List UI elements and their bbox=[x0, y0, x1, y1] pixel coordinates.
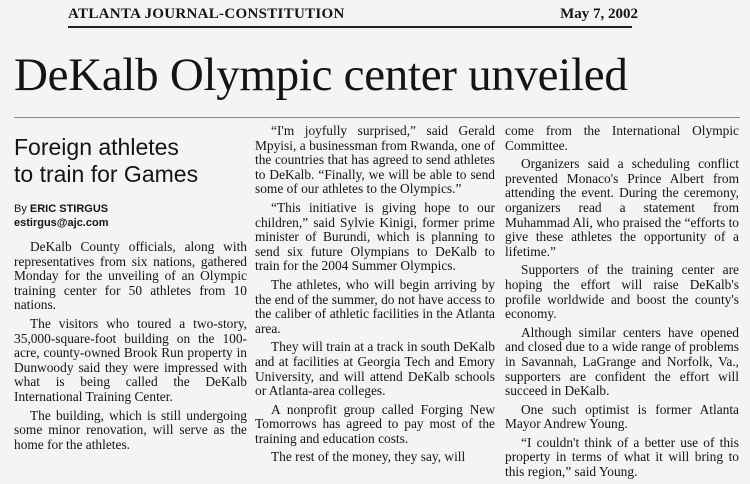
subhead-line: Foreign athletes bbox=[14, 134, 179, 160]
paragraph: Organizers said a scheduling conflict prevented Monaco's Prince Albert from attending the event. During the ceremony, organizers read a statement from Muhammad Ali, who praised the “efforts to give these athletes the opportunity of a lifetime.” bbox=[505, 156, 739, 259]
paragraph: The visitors who toured a two-story, 35,000-square-foot building on the 100-acre, county-owned Brook Run property in Dunwoody said they were impressed with what is being called the DeKalb International Training Center. bbox=[14, 315, 247, 404]
byline bbox=[14, 202, 247, 230]
paragraph: Although similar centers have opened and closed due to a wide range of problems in Savannah, LaGrange and Norfolk, Va., supporters are confident the effort will succeed in DeKalb. bbox=[505, 324, 739, 399]
paragraph: come from the International Olympic Committee. bbox=[505, 123, 739, 153]
column-2 bbox=[255, 124, 495, 469]
paragraph: One such optimist is former Atlanta Mayor Andrew Young. bbox=[505, 401, 739, 432]
masthead bbox=[68, 4, 638, 28]
publication-name: ATLANTA JOURNAL-CONSTITUTION bbox=[68, 6, 345, 22]
paragraph: “I'm joyfully surprised,” said Gerald Mpyisi, a businessman from Rwanda, one of the countries that has agreed to send athletes to DeKalb. “Finally, we will be able to send some of our athletes to the Olympics.” bbox=[255, 123, 495, 197]
subhead bbox=[14, 134, 247, 188]
paragraph: A nonprofit group called Forging New Tomorrows has agreed to pay most of the training and education costs. bbox=[255, 401, 495, 446]
byline-author: ERIC STIRGUS bbox=[29, 203, 109, 215]
paragraph: “This initiative is giving hope to our children,” said Sylvie Kinigi, former prime minister of Burundi, which is planning to send six future Olympians to DeKalb to train for the 2004 Summer Olympics. bbox=[255, 199, 495, 274]
subhead-line: to train for Games bbox=[14, 161, 199, 187]
paragraph: They will train at a track in south DeKalb and at facilities at Georgia Tech and Emory University, and will attend DeKalb schools or Atlanta-area colleges. bbox=[255, 339, 495, 399]
paragraph: The rest of the money, they say, will bbox=[271, 449, 466, 465]
paragraph: DeKalb County officials, along with representatives from six nations, gathered Monday for the unveiling of an Olympic training center for 50 athletes from 10 nations. bbox=[14, 239, 247, 313]
column-3 bbox=[505, 124, 739, 484]
headline: DeKalb Olympic center unveiled bbox=[14, 49, 628, 101]
byline-email: estirgus@ajc.com bbox=[14, 217, 109, 229]
paragraph: Supporters of the training center are hoping the effort will raise DeKalb's profile worldwide and boost the county's economy. bbox=[505, 262, 739, 322]
paragraph: The athletes, who will begin arriving by the end of the summer, do not have access to the caliber of athletic facilities in the Atlanta area. bbox=[255, 276, 495, 336]
paragraph: “I couldn't think of a better use of this property in terms of what it will bring to this region,” said Young. bbox=[505, 434, 739, 480]
headline-rule bbox=[14, 117, 740, 118]
column-1 bbox=[14, 120, 247, 456]
publication-date: May 7, 2002 bbox=[560, 6, 638, 22]
paragraph: The building, which is still undergoing some minor renovation, will serve as the home for the athletes. bbox=[14, 407, 247, 452]
byline-by: By bbox=[14, 203, 27, 215]
